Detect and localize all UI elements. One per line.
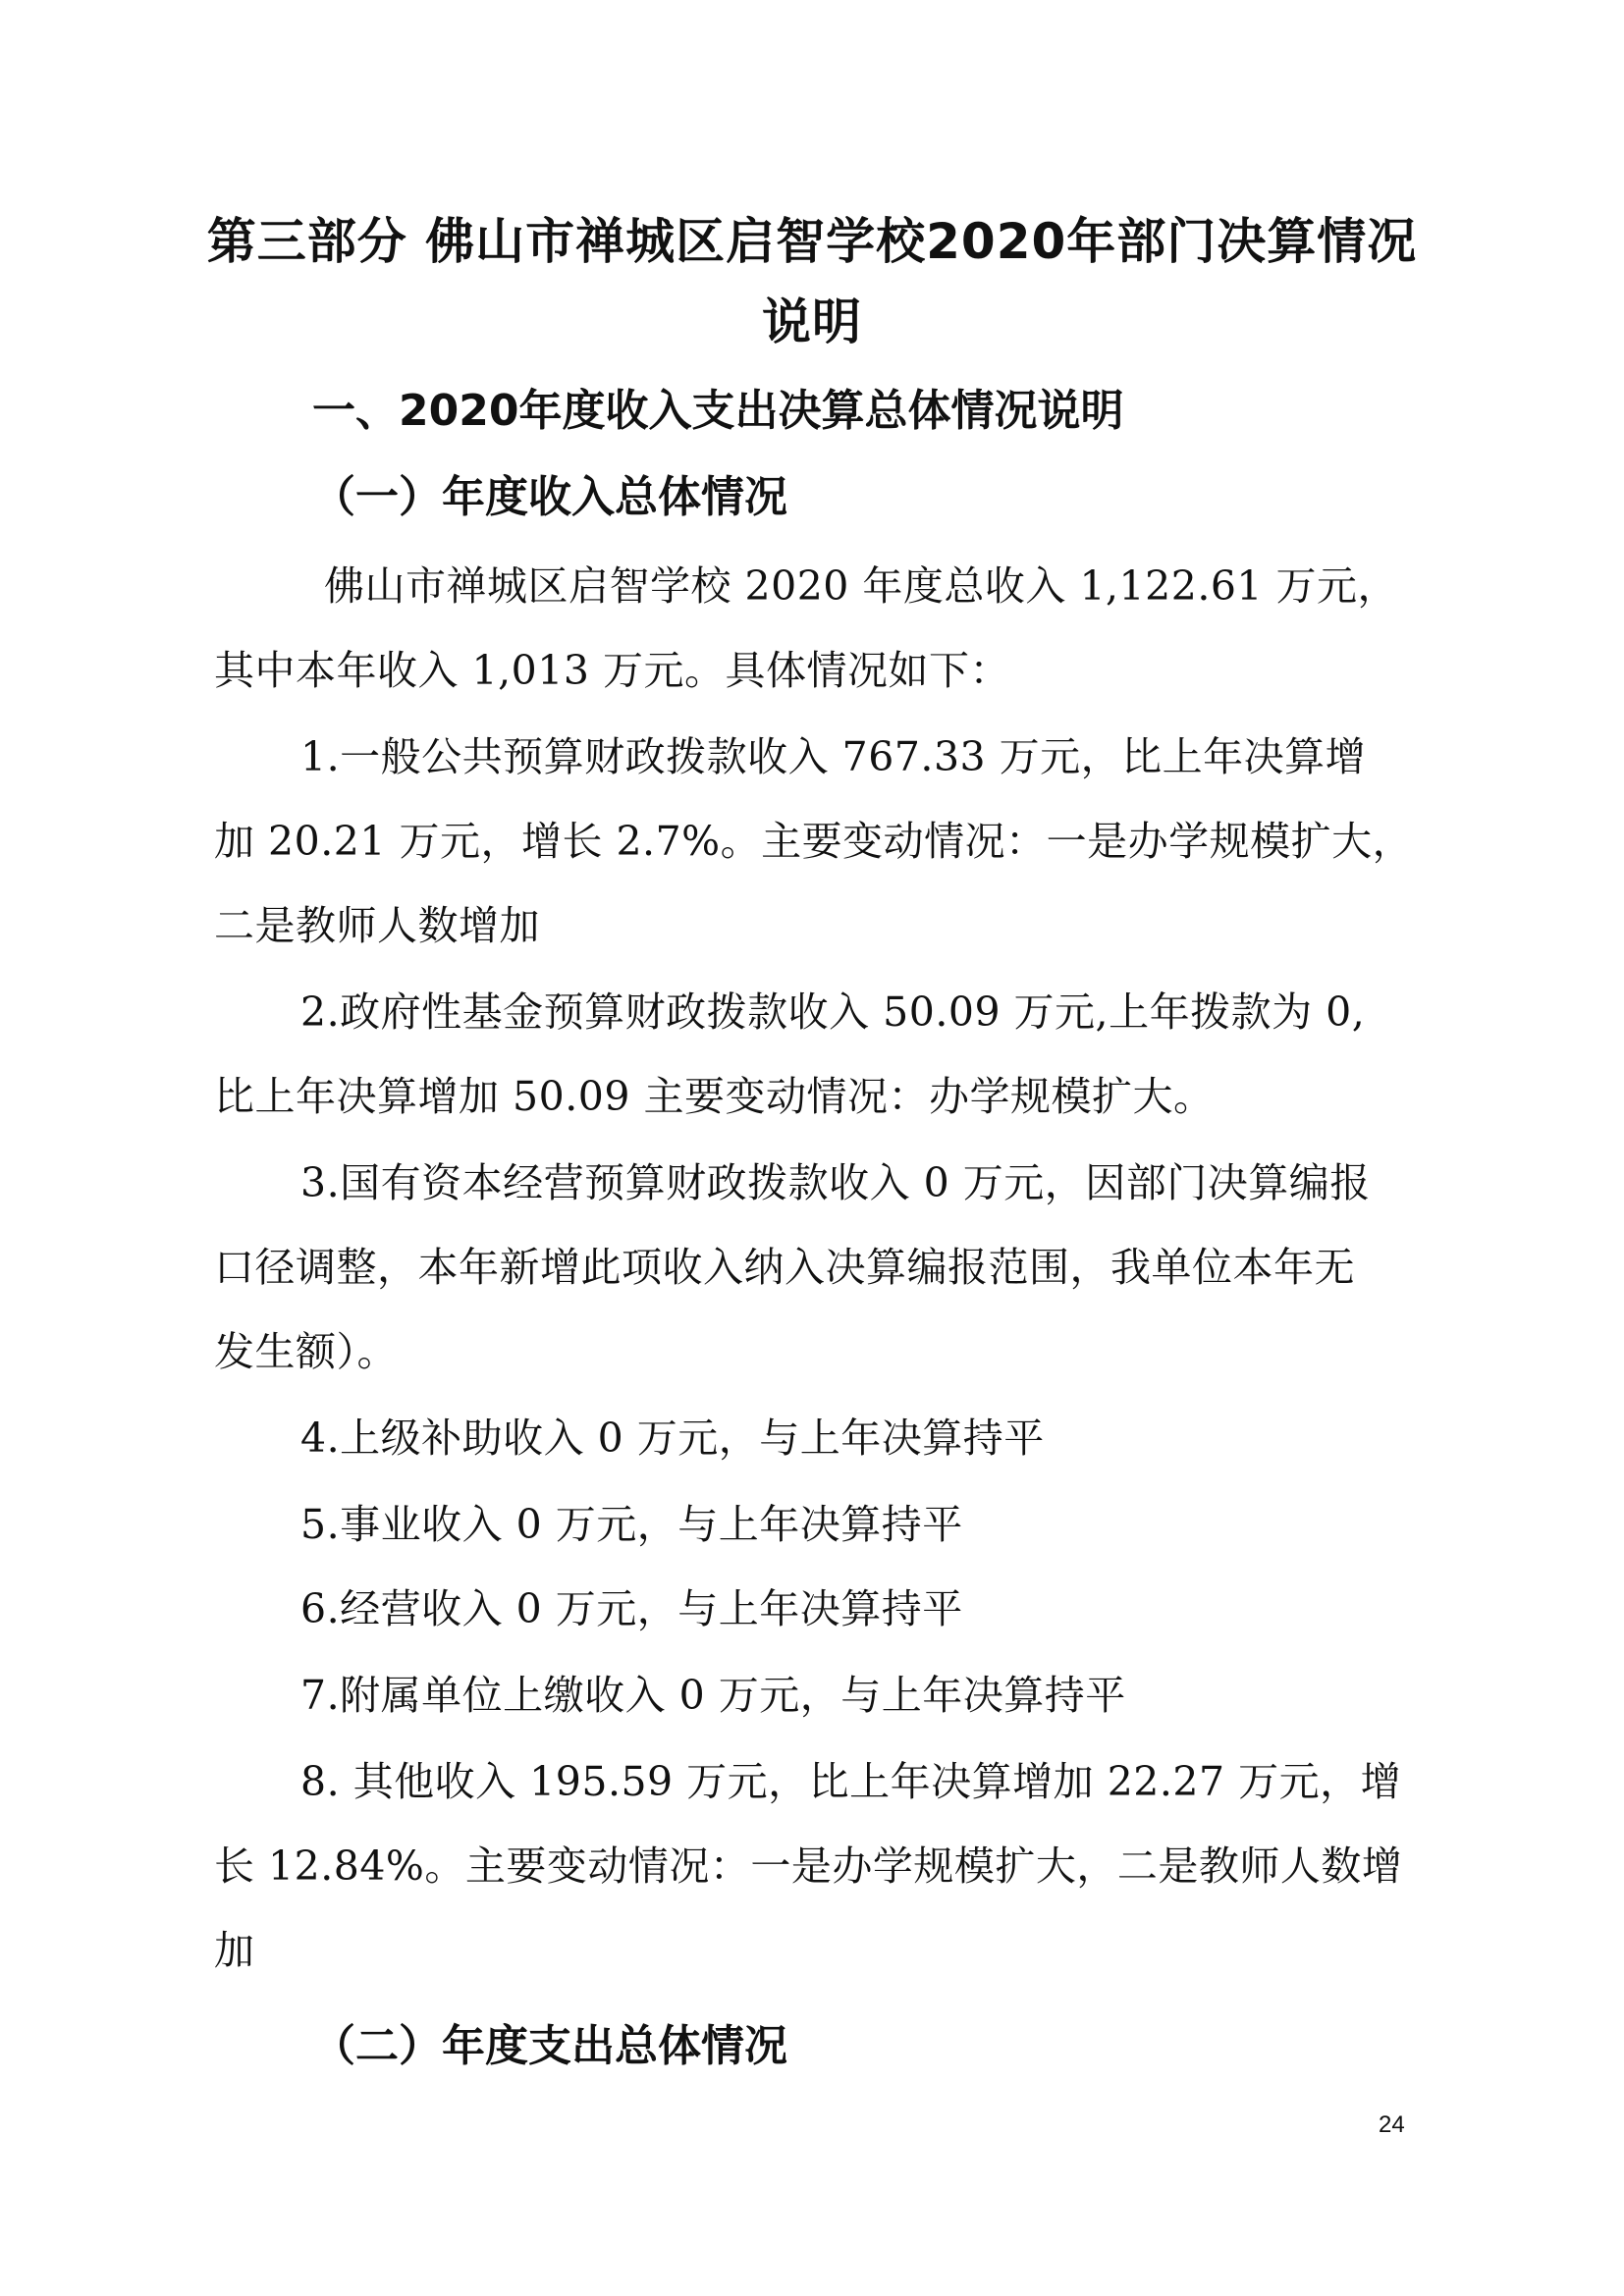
item-3-line-3: 发生额）。 — [214, 1328, 398, 1375]
item-4-line: 4.上级补助收入 0 万元，与上年决算持平 — [300, 1415, 1045, 1462]
page-number: 24 — [1379, 2111, 1405, 2138]
item-2-line-1: 2.政府性基金预算财政拨款收入 50.09 万元,上年拨款为 0, — [300, 988, 1366, 1036]
intro-line-1: 佛山市禅城区启智学校 2020 年度总收入 1,122.61 万元， — [324, 562, 1399, 610]
item-2-line-2: 比上年决算增加 50.09 主要变动情况：办学规模扩大。 — [214, 1073, 1215, 1120]
item-3-line-2: 口径调整，本年新增此项收入纳入决算编报范围，我单位本年无 — [214, 1244, 1355, 1291]
item-1-line-2: 加 20.21 万元，增长 2.7%。主要变动情况：一是办学规模扩大， — [214, 818, 1414, 865]
page-title-line-2: 说明 — [762, 294, 862, 350]
item-1-line-1: 1.一般公共预算财政拨款收入 767.33 万元，比上年决算增 — [300, 733, 1367, 780]
item-7-line: 7.附属单位上缴收入 0 万元，与上年决算持平 — [300, 1672, 1126, 1719]
item-1-line-3: 二是教师人数增加 — [214, 902, 540, 949]
item-8-line-1: 8. 其他收入 195.59 万元，比上年决算增加 22.27 万元，增 — [300, 1758, 1402, 1805]
section-1-heading: 一、2020年度收入支出决算总体情况说明 — [312, 386, 1124, 436]
subsection-1-heading: （一）年度收入总体情况 — [312, 472, 787, 522]
item-3-line-1: 3.国有资本经营预算财政拨款收入 0 万元，因部门决算编报 — [300, 1159, 1371, 1206]
subsection-2-heading: （二）年度支出总体情况 — [312, 2021, 787, 2071]
item-8-line-2: 长 12.84%。主要变动情况：一是办学规模扩大，二是教师人数增 — [214, 1842, 1403, 1890]
intro-line-2: 其中本年收入 1,013 万元。具体情况如下： — [214, 647, 1010, 694]
item-5-line: 5.事业收入 0 万元，与上年决算持平 — [300, 1501, 963, 1548]
item-8-line-3: 加 — [214, 1927, 255, 1974]
item-6-line: 6.经营收入 0 万元，与上年决算持平 — [300, 1585, 963, 1632]
page-title-line-1: 第三部分 佛山市禅城区启智学校2020年部门决算情况 — [206, 213, 1418, 270]
